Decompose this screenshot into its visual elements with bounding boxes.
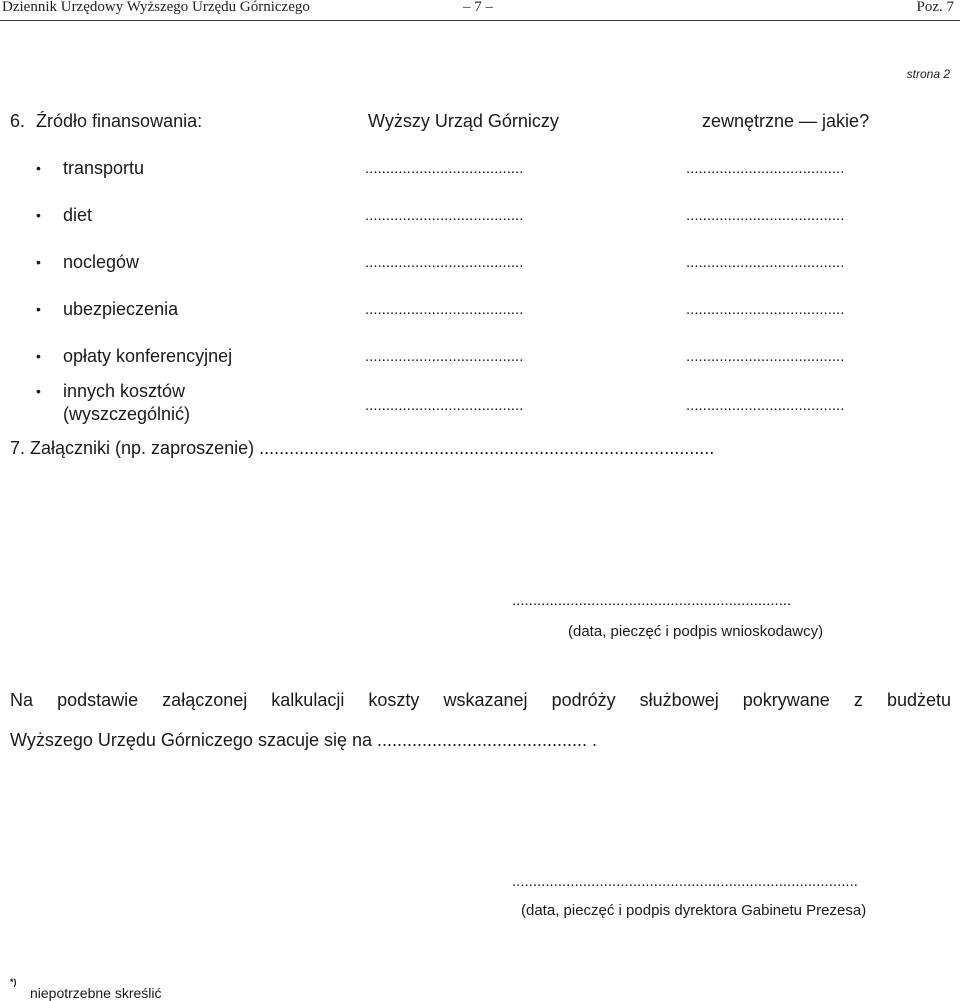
signature-line-director: ................................................................................... bbox=[512, 873, 858, 890]
cost-estimate-text-line2: Wyższego Urzędu Górniczego szacuje się na .......................................... . bbox=[10, 730, 598, 750]
footnote-marker: *) bbox=[10, 977, 17, 987]
column-external-heading: zewnętrzne — jakie? bbox=[702, 111, 870, 131]
cost-estimate-text-line1: Na podstawie załączonej kalkulacji koszty wskazanej podróży służbowej pokrywane z budżetu bbox=[10, 690, 951, 710]
external-amount-field: ...................................... bbox=[686, 301, 845, 318]
page-label: strona 2 bbox=[906, 67, 950, 81]
item-label-note: (wyszczególnić) bbox=[63, 404, 191, 424]
external-amount-field: ...................................... bbox=[686, 348, 845, 365]
header-rule bbox=[0, 20, 960, 21]
item-label: innych kosztów bbox=[63, 381, 186, 401]
section6-number: 6. bbox=[10, 111, 26, 131]
footnote-text: niepotrzebne skreślić bbox=[30, 985, 162, 1001]
bullet-icon: • bbox=[36, 383, 41, 399]
item-label: diet bbox=[63, 205, 93, 225]
signature-caption-director: (data, pieczęć i podpis dyrektora Gabinetu Prezesa) bbox=[521, 902, 867, 919]
running-header bbox=[0, 0, 960, 18]
item-label: ubezpieczenia bbox=[63, 299, 179, 319]
wug-amount-field: ...................................... bbox=[365, 348, 524, 365]
external-amount-field: ...................................... bbox=[686, 397, 845, 414]
external-amount-field: ...................................... bbox=[686, 207, 845, 224]
wug-amount-field: ...................................... bbox=[365, 160, 524, 177]
item-label: opłaty konferencyjnej bbox=[63, 346, 233, 366]
signature-caption-applicant: (data, pieczęć i podpis wnioskodawcy) bbox=[568, 623, 824, 640]
external-amount-field: ...................................... bbox=[686, 254, 845, 271]
bullet-icon: • bbox=[36, 160, 41, 176]
page-number-center: – 7 – bbox=[463, 0, 493, 15]
external-amount-field: ...................................... bbox=[686, 160, 845, 177]
bullet-icon: • bbox=[36, 254, 41, 270]
journal-title: Dziennik Urzędowy Wyższego Urzędu Górniczego bbox=[2, 0, 310, 15]
section7-attachments: 7. Załączniki (np. zaproszenie) ........................................................................................... bbox=[10, 438, 715, 458]
bullet-icon: • bbox=[36, 207, 41, 223]
wug-amount-field: ...................................... bbox=[365, 207, 524, 224]
position-number: Poz. 7 bbox=[916, 0, 954, 15]
column-wug-heading: Wyższy Urząd Górniczy bbox=[368, 111, 559, 131]
wug-amount-field: ...................................... bbox=[365, 254, 524, 271]
signature-line-applicant: ................................................................... bbox=[512, 592, 792, 609]
wug-amount-field: ...................................... bbox=[365, 301, 524, 318]
wug-amount-field: ...................................... bbox=[365, 397, 524, 414]
bullet-icon: • bbox=[36, 348, 41, 364]
bullet-icon: • bbox=[36, 301, 41, 317]
item-label: noclegów bbox=[63, 252, 140, 272]
section6-title: Źródło finansowania: bbox=[36, 111, 203, 131]
item-label: transportu bbox=[63, 158, 145, 178]
